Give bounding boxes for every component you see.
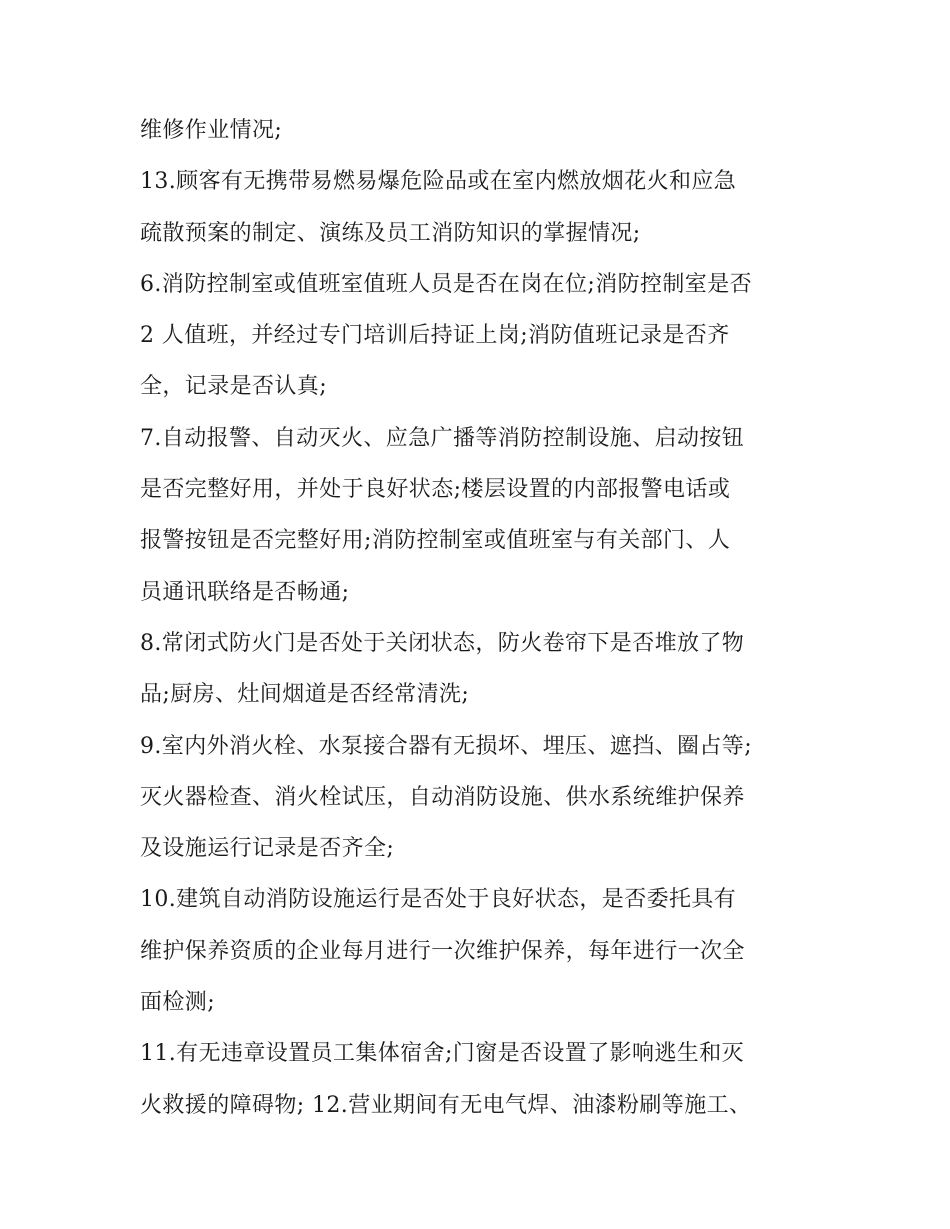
text-line: 火救援的障碍物; 12.营业期间有无电气焊、油漆粉刷等施工、: [140, 1092, 752, 1118]
text-line: 8.常闭式防火门是否处于关闭状态，防火卷帘下是否堆放了物: [140, 630, 745, 656]
text-line: 是否完整好用，并处于良好状态;楼层设置的内部报警电话或: [140, 477, 731, 503]
text-line: 全，记录是否认真;: [140, 374, 328, 400]
text-line: 品;厨房、灶间烟道是否经常清洗;: [140, 682, 470, 708]
text-line: 6.消防控制室或值班室值班人员是否在岗在位;消防控制室是否: [140, 271, 753, 297]
text-line: 9.室内外消火栓、水泵接合器有无损坏、埋压、遮挡、圈占等;: [140, 733, 753, 759]
text-line: 2 人值班，并经过专门培训后持证上岗;消防值班记录是否齐: [140, 323, 730, 349]
text-line: 灭火器检查、消火栓试压，自动消防设施、供水系统维护保养: [140, 784, 745, 810]
text-line: 员通讯联络是否畅通;: [140, 579, 350, 605]
text-line: 维护保养资质的企业每月进行一次维护保养，每年进行一次全: [140, 938, 745, 964]
body-text: [140, 105, 820, 1131]
text-line: 疏散预案的制定、演练及员工消防知识的掌握情况;: [140, 220, 641, 246]
text-line: 面检测;: [140, 990, 216, 1016]
text-line: 11.有无违章设置员工集体宿舍;门窗是否设置了影响逃生和灭: [140, 1041, 745, 1067]
text-line: 7.自动报警、自动灭火、应急广播等消防控制设施、启动按钮: [140, 425, 745, 451]
text-line: 10.建筑自动消防设施运行是否处于良好状态，是否委托具有: [140, 887, 737, 913]
text-line: 13.顾客有无携带易燃易爆危险品或在室内燃放烟花火和应急: [140, 169, 737, 195]
text-line: 及设施运行记录是否齐全;: [140, 836, 395, 862]
text-line: 维修作业情况;: [140, 118, 283, 143]
text-line: 报警按钮是否完整好用;消防控制室或值班室与有关部门、人: [140, 528, 731, 554]
